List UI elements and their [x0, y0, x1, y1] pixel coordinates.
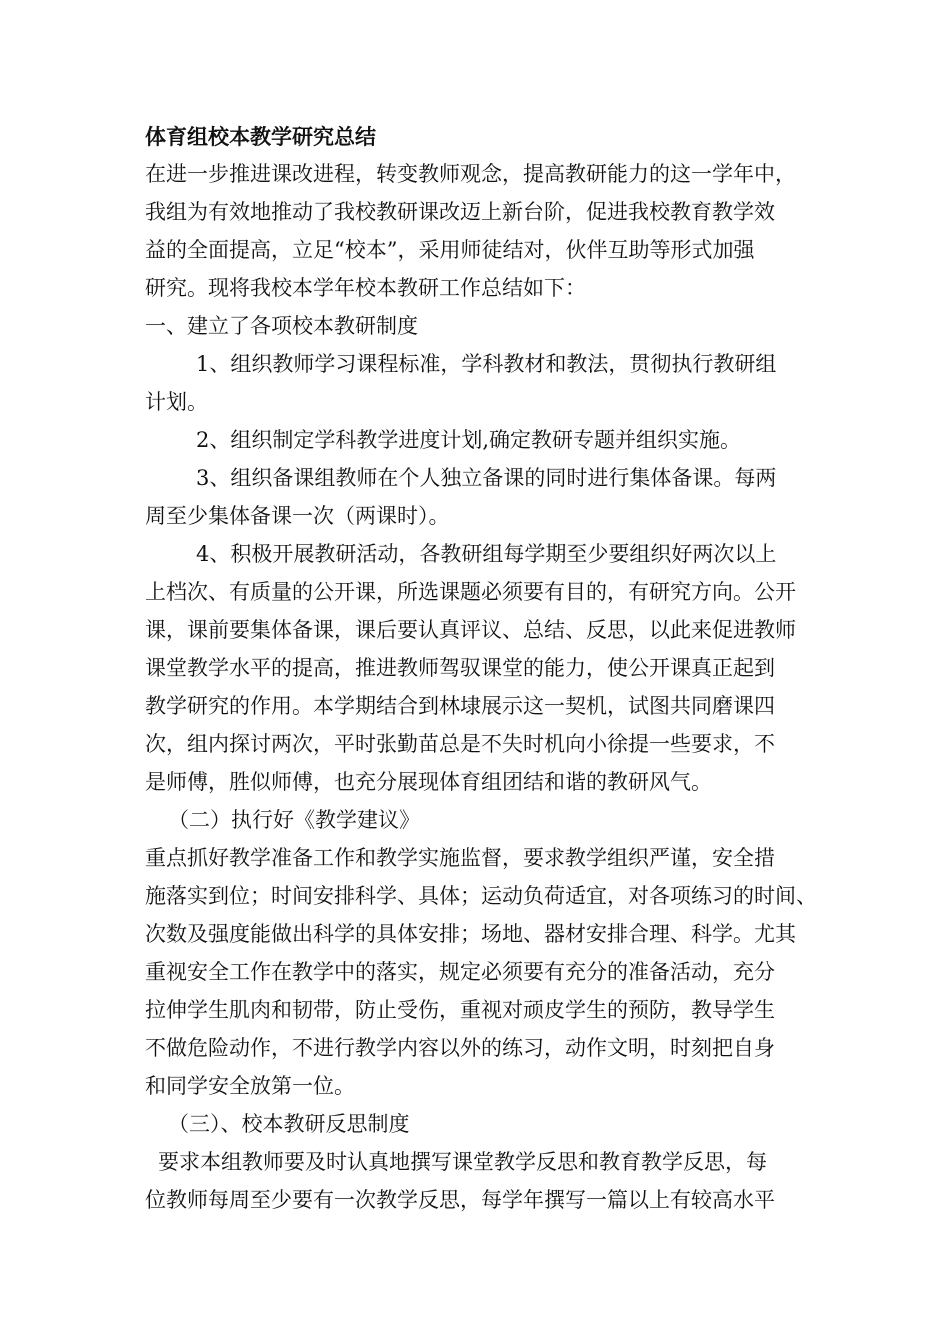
text-line: 次数及强度能做出科学的具体安排；场地、器材安排合理、科学。尤其 [145, 922, 796, 946]
text-line: 施落实到位；时间安排科学、具体；运动负荷适宜，对各项练习的时间、 [145, 884, 817, 908]
text-line: 1、组织教师学习课程标准，学科教材和教法，贯彻执行教研组 [196, 352, 777, 376]
text-line: 是师傅，胜似师傅，也充分展现体育组团结和谐的教研风气。 [145, 770, 712, 794]
text-line: 不做危险动作，不进行教学内容以外的练习，动作文明，时刻把自身 [145, 1036, 775, 1060]
text-line: 周至少集体备课一次（两课时）。 [145, 504, 450, 528]
section-heading: （三）、校本教研反思制度 [168, 1112, 410, 1136]
text-line: 上档次、有质量的公开课，所选课题必须要有目的，有研究方向。公开 [145, 580, 796, 604]
text-line: 要求本组教师要及时认真地撰写课堂教学反思和教育教学反思，每 [158, 1150, 767, 1174]
section-heading: （二）执行好《教学建议》 [168, 808, 420, 832]
text-line: 4、积极开展教研活动，各教研组每学期至少要组织好两次以上 [196, 542, 777, 566]
text-line: 研究。现将我校本学年校本教研工作总结如下： [145, 276, 586, 300]
text-line: 2、组织制定学科教学进度计划,确定教研专题并组织实施。 [196, 428, 742, 452]
text-line: 3、组织备课组教师在个人独立备课的同时进行集体备课。每两 [196, 466, 777, 490]
text-line: 我组为有效地推动了我校教研课改迈上新台阶，促进我校教育教学效 [145, 200, 775, 224]
text-line: 益的全面提高，立足“校本”，采用师徒结对，伙伴互助等形式加强 [145, 238, 755, 262]
text-line: 教学研究的作用。本学期结合到林埭展示这一契机，试图共同磨课四 [145, 694, 775, 718]
text-line: 和同学安全放第一位。 [145, 1074, 355, 1098]
text-line: 位教师每周至少要有一次教学反思，每学年撰写一篇以上有较高水平 [145, 1188, 775, 1212]
text-line: 重点抓好教学准备工作和教学实施监督，要求教学组织严谨，安全措 [145, 846, 775, 870]
document-title: 体育组校本教学研究总结 [145, 124, 376, 149]
text-line: 课，课前要集体备课，课后要认真评议、总结、反思，以此来促进教师 [145, 618, 796, 642]
text-line: 次，组内探讨两次，平时张勤苗总是不失时机向小徐提一些要求，不 [145, 732, 775, 756]
text-line: 在进一步推进课改进程，转变教师观念，提高教研能力的这一学年中， [145, 162, 796, 186]
text-line: 课堂教学水平的提高，推进教师驾驭课堂的能力，使公开课真正起到 [145, 656, 775, 680]
text-line: 拉伸学生肌肉和韧带，防止受伤，重视对顽皮学生的预防，教导学生 [145, 998, 775, 1022]
text-line: 计划。 [145, 390, 208, 414]
text-line: 重视安全工作在教学中的落实，规定必须要有充分的准备活动，充分 [145, 960, 775, 984]
section-heading: 一、建立了各项校本教研制度 [145, 314, 418, 338]
